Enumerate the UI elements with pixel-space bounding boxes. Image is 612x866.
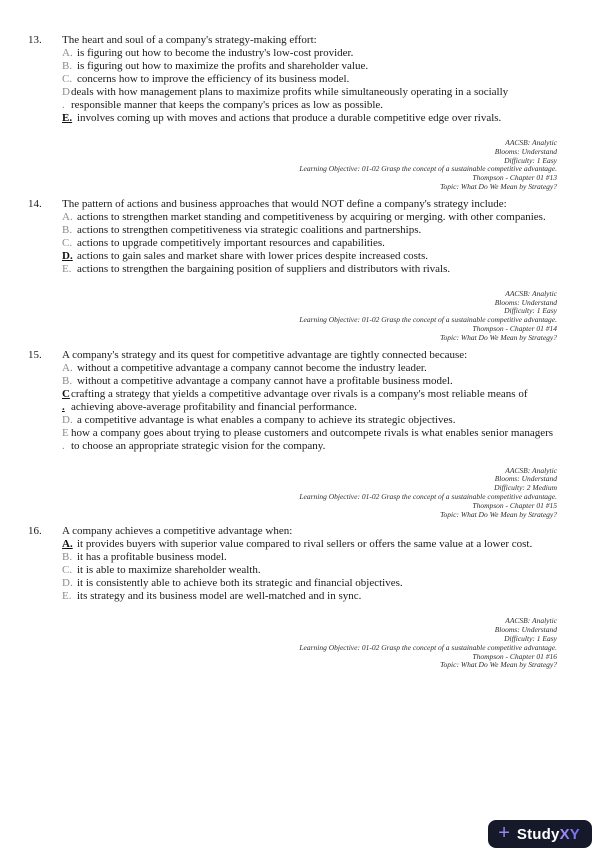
option-text: actions to upgrade competitively important resources and capabilities. [77,236,385,249]
question-text: The heart and soul of a company's strategy-making effort: [62,34,317,46]
metadata-line-topic: Topic: What Do We Mean by Strategy? [440,332,557,342]
metadata-line-source: Thompson - Chapter 01 #13 [472,173,557,183]
metadata-line-objective: Learning Objective: 01-02 Grasp the concept of a sustainable competitive advantage. [299,164,557,174]
option-row-a-correct-answer [62,538,557,551]
question-number: 13. [28,34,42,46]
option-label: C. [62,73,73,85]
metadata-block [62,467,557,520]
option-text: actions to strengthen competitiveness via strategic coalitions and partnerships. [77,223,422,236]
option-label: D. [62,86,70,111]
option-row-d [62,577,557,590]
option-text: it provides buyers with superior value compared to rival sellers or offers the same value at a lower cost. [77,538,533,551]
option-row-d [62,86,557,112]
option-row-b [62,224,557,237]
metadata-line-objective: Learning Objective: 01-02 Grasp the concept of a sustainable competitive advantage. [299,642,557,652]
metadata-line-difficulty: Difficulty: 1 Easy [504,155,557,165]
option-text: deals with how management plans to maximize profits while simultaneously operating in a socially responsible manner that keeps the company's prices as low as possible. [71,86,509,111]
metadata-line-topic: Topic: What Do We Mean by Strategy? [440,509,557,519]
question-text: A company achieves a competitive advantage when: [62,525,293,538]
option-row-e-correct-answer [62,112,557,125]
option-row-a [62,47,557,60]
option-row-d [62,414,557,427]
metadata-line-source: Thompson - Chapter 01 #15 [472,500,557,510]
option-label: C. [62,236,73,249]
option-text: without a competitive advantage a company cannot have a profitable business model. [77,374,453,387]
question-number: 16. [28,525,42,538]
metadata-line-aacsb: AACSB: Analytic [505,138,557,147]
option-label: D. [62,413,73,426]
metadata-line-source: Thompson - Chapter 01 #16 [472,651,557,661]
question-item-13 [28,34,612,198]
option-label: E. [62,426,69,452]
brand-name-primary: Study [516,825,560,843]
brand-name-accent: XY [559,825,580,843]
metadata-line-blooms: Blooms: Understand [494,625,557,635]
option-row-d-correct-answer [62,250,557,263]
metadata-line-objective: Learning Objective: 01-02 Grasp the concept of a sustainable competitive advantage. [299,315,557,325]
question-number: 15. [28,348,42,361]
option-label: A. [62,47,73,59]
question-text: A company's strategy and its quest for competitive advantage are tightly connected because: [62,348,468,361]
option-row-a [62,211,557,224]
option-text: involves coming up with moves and actions that produce a durable competitive edge over rivals. [77,112,502,124]
option-text: it has a profitable business model. [77,551,227,564]
question-item-14 [28,198,612,349]
option-text: without a competitive advantage a company cannot become the industry leader. [77,361,427,374]
metadata-line-blooms: Blooms: Understand [494,146,557,156]
option-row-e [62,263,557,276]
option-label: C. [62,387,70,413]
option-row-b [62,60,557,73]
option-text: a competitive advantage is what enables a company to achieve its strategic objectives. [77,413,456,426]
option-label: D. [62,249,73,262]
option-label: A. [62,361,73,374]
option-text: is figuring out how to become the industry's low-cost provider. [77,47,354,59]
metadata-block [62,290,557,343]
option-label: E. [62,112,73,124]
option-label: B. [62,374,73,387]
metadata-line-source: Thompson - Chapter 01 #14 [472,323,557,333]
question-item-15 [28,349,612,526]
option-label: A. [62,210,73,223]
option-label: B. [62,60,73,72]
metadata-line-blooms: Blooms: Understand [494,297,557,307]
option-text: its strategy and its business model are well-matched and in sync. [77,590,362,603]
studyxy-brand-badge[interactable] [488,820,592,848]
option-text: it is able to maximize shareholder wealth. [77,564,261,577]
option-row-e [62,427,557,453]
option-label: C. [62,564,73,577]
option-label: B. [62,223,73,236]
question-text: The pattern of actions and business approaches that would NOT define a company's strategy include: [62,197,507,210]
metadata-line-aacsb: AACSB: Analytic [505,465,557,475]
option-text: how a company goes about trying to please customers and outcompete rivals is what enables senior managers to choose an appropriate strategic vision for the company. [71,426,554,452]
option-text: is figuring out how to maximize the profits and shareholder value. [77,60,369,72]
option-label: A. [62,538,73,551]
option-text: concerns how to improve the efficiency of its business model. [77,73,350,85]
metadata-block [62,139,557,192]
metadata-line-aacsb: AACSB: Analytic [505,288,557,298]
option-text: actions to gain sales and market share with lower prices despite increased costs. [77,249,428,262]
metadata-line-aacsb: AACSB: Analytic [505,616,557,626]
option-row-c [62,237,557,250]
metadata-line-difficulty: Difficulty: 2 Medium [494,483,557,493]
option-label: E. [62,262,72,275]
plus-icon: + [498,822,510,844]
option-row-b [62,375,557,388]
metadata-line-difficulty: Difficulty: 1 Easy [504,306,557,316]
option-row-b [62,551,557,564]
metadata-line-blooms: Blooms: Understand [494,474,557,484]
option-text: actions to strengthen the bargaining position of suppliers and distributors with rivals. [77,262,451,275]
option-row-a [62,362,557,375]
option-label: B. [62,551,73,564]
option-label: D. [62,577,73,590]
option-text: crafting a strategy that yields a competitive advantage over rivals is a company's most reliable means of achieving above-average profitability and financial performance. [71,387,528,413]
metadata-block [62,617,557,670]
option-row-c [62,564,557,577]
option-row-e [62,590,557,603]
option-text: actions to strengthen market standing and competitiveness by acquiring or merging. with other companies. [77,210,546,223]
metadata-line-objective: Learning Objective: 01-02 Grasp the concept of a sustainable competitive advantage. [299,491,557,501]
metadata-line-difficulty: Difficulty: 1 Easy [504,633,557,643]
brand-logo-text [517,826,580,843]
metadata-line-topic: Topic: What Do We Mean by Strategy? [440,181,557,191]
option-text: it is consistently able to achieve both its strategic and financial objectives. [77,577,403,590]
metadata-line-topic: Topic: What Do We Mean by Strategy? [440,660,557,670]
option-label: E. [62,590,72,603]
option-row-c-correct-answer [62,388,557,414]
question-number: 14. [28,197,42,210]
option-row-c [62,73,557,86]
question-item-16 [28,525,612,676]
